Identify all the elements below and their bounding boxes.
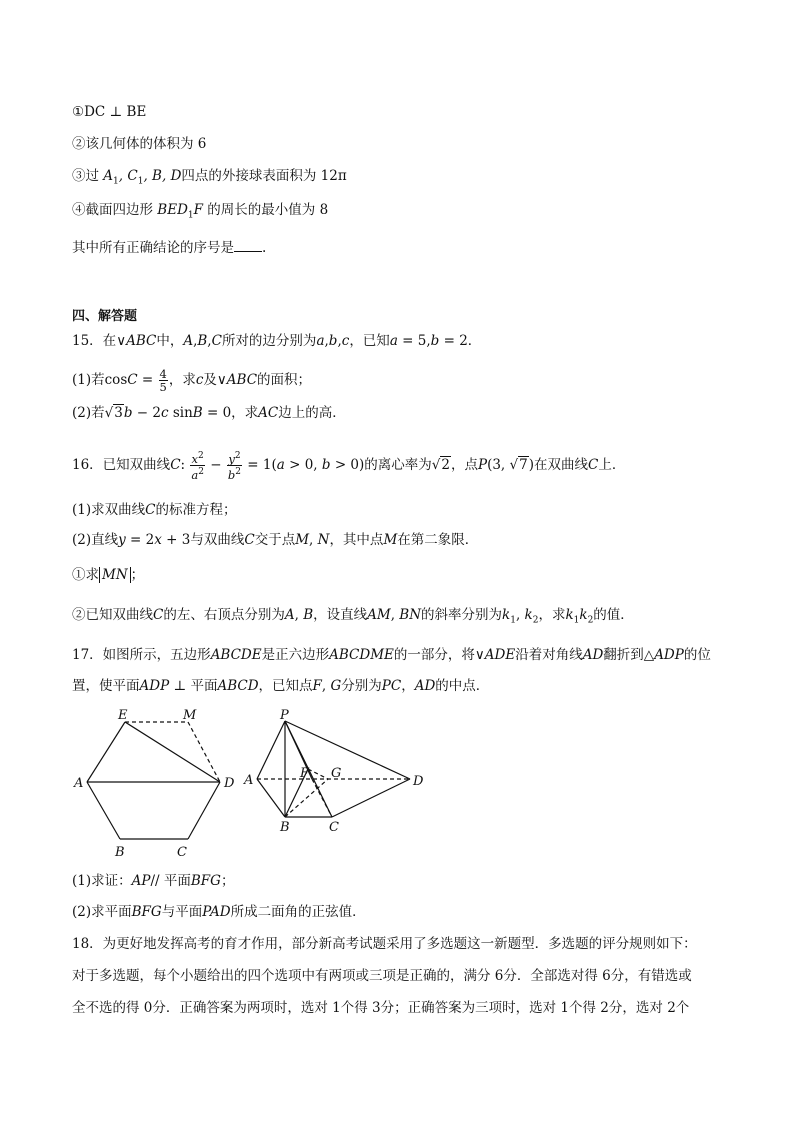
fraction-4-5: $\frac{4}{5}$ — [159, 367, 167, 394]
q15-part-2: (2)若√3b − 2c sinB = 0，求AC边上的高． — [72, 405, 346, 421]
edge-CD — [332, 779, 410, 817]
q14-c3-pre: ③过 — [72, 168, 104, 184]
edge-AE — [87, 722, 125, 782]
q17-part-1: (1)求证：AP// 平面BFG； — [72, 873, 235, 889]
label-F: F — [300, 766, 310, 781]
q15-part-1: (1)若cosC = $\frac{4}{5}$ ，求c及∨ABC的面积； — [72, 367, 312, 394]
label-D2: D — [413, 774, 424, 789]
label-B: B — [115, 845, 125, 860]
q14-c2-text: ②该几何体的体积为 6 — [72, 136, 207, 152]
q16-sub-1: ①求 MN ； — [72, 567, 145, 583]
label-G: G — [331, 766, 342, 781]
q16-stem: 16．已知双曲线C: $\frac{x^2}{a^2}$ − $\frac{y^2}{b^2}$ = 1(a > 0, b > 0)的离心率为√2，点P(3, √7)在双曲线C上． — [72, 451, 626, 482]
label-D: D — [224, 776, 235, 791]
label-M: M — [183, 708, 197, 723]
label-P: P — [280, 708, 289, 723]
edge-AB — [87, 782, 120, 839]
q14-c3-points: $A_1$, $C_1$, B, D — [103, 168, 182, 187]
q16-sub-2: ②已知双曲线C的左、右顶点分别为A, B，设直线AM, BN的斜率分别为$k_1$, $k_2$，求$k_1k_2$的值． — [72, 607, 634, 626]
q17-part-2: (2)求平面BFG与平面PAD所成二面角的正弦值． — [72, 904, 366, 920]
label-C2: C — [329, 820, 339, 835]
q17-line-1: 17．如图所示，五边形ABCDE是正六边形ABCDME的一部分，将∨ADE沿着对角线AD翻折到△ADP的位 — [72, 647, 711, 663]
geometry-figures — [70, 705, 450, 865]
edge-MD-dashed — [188, 722, 220, 782]
edge-ED — [125, 722, 220, 782]
label-A2: A — [244, 773, 254, 788]
q14-conclusion-1 — [72, 102, 146, 122]
q17-line-2: 置，使平面ADP ⊥ 平面ABCD，已知点F, G分别为PC，AD的中点． — [72, 678, 490, 694]
q14-conclusion-2 — [72, 134, 206, 154]
q18-line-2: 对于多选题，每个小题给出的四个选项中有两项或三项是正确的，满分 6分．全部选对得 6分，有错选或 — [72, 968, 692, 984]
q18-line-3: 全不选的得 0分．正确答案为两项时，选对 1个得 3分；正确答案为三项时，选对 1个得 2分，选对 2个 — [72, 1000, 690, 1016]
q14-c4-quad: $BED_1F$ — [157, 202, 204, 221]
q14-c4-pre: ④截面四边形 — [72, 202, 158, 218]
q14-ask-text: 其中所有正确结论的序号是 — [72, 240, 234, 256]
q14-c4-post: 的周长的最小值为 8 — [203, 202, 329, 218]
edge-CD — [188, 782, 220, 839]
q15-stem: 15．在∨ABC中，A,B,C所对的边分别为a,b,c，已知a = 5,b = 2． — [72, 333, 482, 349]
label-E: E — [118, 708, 128, 723]
q18-line-1: 18．为更好地发挥高考的育才作用，部分新高考试题采用了多选题这一新题型．多选题的评分规则如下： — [72, 936, 697, 952]
label-B2: B — [280, 820, 290, 835]
q14-c1-text: ①DC ⊥ BE — [72, 104, 147, 120]
edge-PA — [257, 721, 285, 779]
edge-AB — [257, 779, 285, 817]
q14-conclusion-3 — [72, 166, 347, 192]
q16-part-2: (2)直线y = 2x + 3与双曲线C交于点M, N，其中点M在第二象限． — [72, 532, 479, 548]
q14-ask — [72, 238, 266, 258]
label-A: A — [74, 776, 84, 791]
label-C: C — [177, 845, 187, 860]
figure-hexagon — [87, 722, 220, 839]
q14-conclusion-4 — [72, 200, 328, 226]
q16-part-1: (1)求双曲线C的标准方程； — [72, 502, 237, 518]
section-title: 四、解答题 — [72, 309, 138, 324]
q14-ask-end: . — [262, 240, 267, 256]
answer-blank[interactable] — [234, 239, 262, 252]
q14-c3-mid: 四点的外接球表面积为 12π — [181, 168, 347, 184]
